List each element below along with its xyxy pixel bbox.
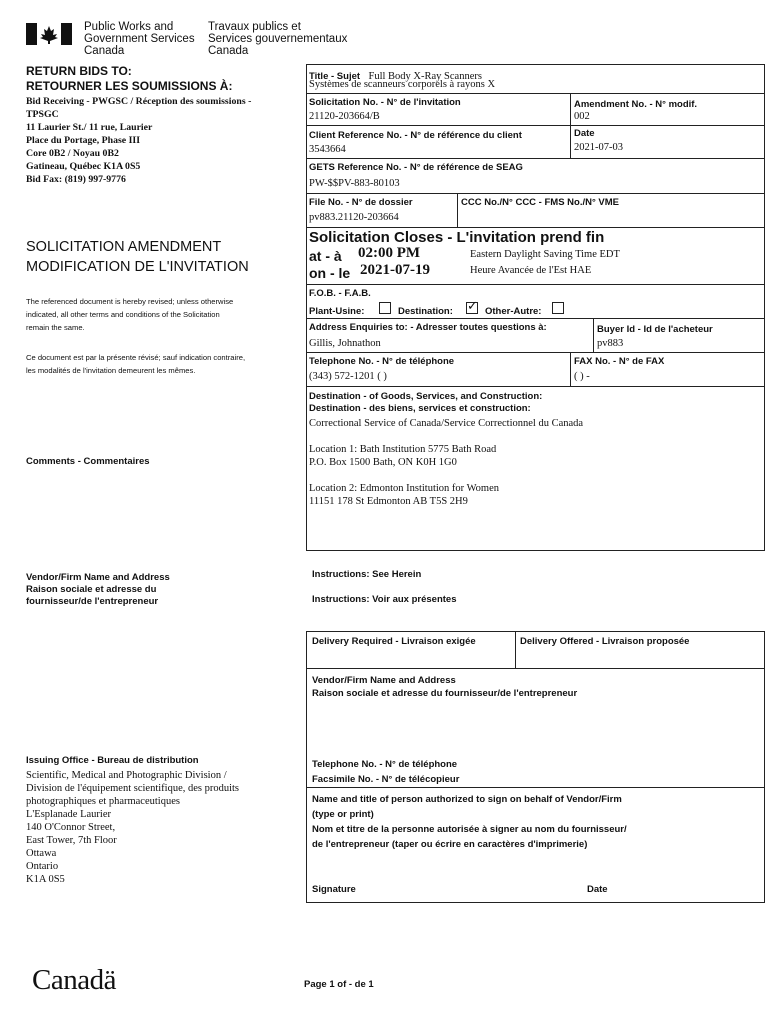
ccc-label: CCC No./N° CCC - FMS No./N° VME bbox=[461, 197, 620, 208]
instructions-en: Instructions: See Herein bbox=[312, 569, 422, 580]
authorized-name-line: Name and title of person authorized to sign on behalf of Vendor/Firm bbox=[312, 794, 622, 805]
destination-line: Location 2: Edmonton Institution for Women bbox=[309, 483, 499, 494]
header-fr-line: Services gouvernementaux bbox=[208, 33, 348, 45]
header-en-line: Public Works and bbox=[84, 21, 174, 33]
on-label: on - le bbox=[309, 265, 351, 281]
vendor-left-label bbox=[26, 572, 170, 608]
office-line: K1A 0S5 bbox=[26, 874, 65, 885]
destination-line: 11151 178 St Edmonton AB T5S 2H9 bbox=[309, 496, 468, 507]
office-line: L'Esplanade Laurier bbox=[26, 809, 111, 820]
row-divider bbox=[306, 158, 765, 159]
date-value: 2021-07-03 bbox=[574, 142, 623, 153]
authorized-name-line: Nom et titre de la personne autorisée à signer au nom du fournisseur/ bbox=[312, 824, 627, 835]
bid-fax-line: Bid Fax: (819) 997-9776 bbox=[26, 174, 126, 185]
government-flag-logo bbox=[26, 23, 72, 45]
header-fr-line: Canada bbox=[208, 45, 249, 57]
vendor-left-line: Vendor/Firm Name and Address bbox=[26, 572, 170, 583]
closes-title: Solicitation Closes - L'invitation prend fin bbox=[309, 229, 605, 246]
row-divider bbox=[306, 93, 765, 94]
address-line: Bid Receiving - PWGSC / Réception des soumissions - bbox=[26, 96, 252, 107]
timezone-fr: Heure Avancée de l'Est HAE bbox=[470, 265, 592, 276]
destination-line bbox=[309, 469, 583, 482]
office-line: Ottawa bbox=[26, 848, 57, 859]
amendment-title bbox=[26, 237, 249, 277]
row-divider bbox=[306, 318, 765, 319]
col-divider bbox=[515, 631, 516, 668]
fob-label: F.O.B. - F.A.B. bbox=[309, 288, 371, 299]
destination-line: Correctional Service of Canada/Service Correctionnel du Canada bbox=[309, 418, 584, 429]
destination-address bbox=[309, 417, 583, 508]
signature-label: Signature bbox=[312, 884, 356, 895]
address-line: 11 Laurier St./ 11 rue, Laurier bbox=[26, 122, 153, 133]
vendor-firm-label-en: Vendor/Firm Name and Address bbox=[312, 675, 456, 686]
solicitation-label: Solicitation No. - N° de l'invitation bbox=[309, 97, 461, 108]
col-divider bbox=[593, 318, 594, 352]
fax-value: ( ) - bbox=[574, 371, 590, 382]
other-label: Other-Autre: bbox=[485, 306, 542, 317]
destination-label: Destination: bbox=[398, 306, 453, 317]
authorized-name-label bbox=[312, 792, 627, 852]
row-divider bbox=[306, 125, 765, 126]
file-value: pv883.21120-203664 bbox=[309, 212, 399, 223]
title-value: Full Body X-Ray Scanners bbox=[368, 71, 482, 82]
return-bids-title bbox=[26, 64, 232, 94]
amendment-note-fr bbox=[26, 351, 245, 377]
row-divider bbox=[306, 227, 765, 228]
buyer-id-value: pv883 bbox=[597, 338, 624, 349]
destination-goods-label-en: Destination - of Goods, Services, and Construction: bbox=[309, 391, 543, 402]
address-line: Gatineau, Québec K1A 0S5 bbox=[26, 161, 141, 172]
row-divider bbox=[306, 787, 765, 788]
row-divider bbox=[306, 284, 765, 285]
return-bids-title-fr: RETOURNER LES SOUMISSIONS À: bbox=[26, 79, 233, 93]
col-divider bbox=[570, 352, 571, 386]
vendor-left-line: fournisseur/de l'entrepreneur bbox=[26, 596, 159, 607]
phone-label: Telephone No. - N° de téléphone bbox=[309, 356, 455, 367]
header-fr-line: Travaux publics et bbox=[208, 21, 301, 33]
office-line: photographiques et pharmaceutiques bbox=[26, 796, 180, 807]
amendment-label: Amendment No. - N° modif. bbox=[574, 99, 698, 110]
return-bids-title-en: RETURN BIDS TO: bbox=[26, 64, 132, 78]
delivery-required-label: Delivery Required - Livraison exigée bbox=[312, 636, 476, 647]
office-line: 140 O'Connor Street, bbox=[26, 822, 116, 833]
note-line: The referenced document is hereby revised; unless otherwise bbox=[26, 297, 234, 306]
col-divider bbox=[570, 93, 571, 159]
title-value-fr: Systèmes de scanneurs corporels à rayons X bbox=[309, 79, 496, 90]
authorized-name-line: (type or print) bbox=[312, 809, 374, 820]
vendor-left-line: Raison sociale et adresse du bbox=[26, 584, 157, 595]
destination-line bbox=[309, 430, 583, 443]
timezone-en: Eastern Daylight Saving Time EDT bbox=[470, 249, 620, 260]
destination-line: P.O. Box 1500 Bath, ON K0H 1G0 bbox=[309, 457, 457, 468]
header-en-line: Canada bbox=[84, 45, 125, 57]
address-line: TPSGC bbox=[26, 109, 59, 120]
address-line: Place du Portage, Phase III bbox=[26, 135, 141, 146]
delivery-offered-label: Delivery Offered - Livraison proposée bbox=[520, 636, 690, 647]
amendment-note-en bbox=[26, 295, 233, 334]
row-divider bbox=[306, 193, 765, 194]
gets-value: PW-$$PV-883-80103 bbox=[309, 178, 400, 189]
office-line: Ontario bbox=[26, 861, 59, 872]
amendment-title-en: SOLICITATION AMENDMENT bbox=[26, 239, 222, 255]
vendor-fax-label: Facsimile No. - N° de télécopieur bbox=[312, 774, 460, 785]
note-line: remain the same. bbox=[26, 323, 85, 332]
destination-checkbox[interactable] bbox=[466, 298, 478, 314]
page-number: Page 1 of - de 1 bbox=[304, 979, 374, 990]
vendor-phone-label: Telephone No. - N° de téléphone bbox=[312, 759, 458, 770]
note-line: les modalités de l'invitation demeurent les mêmes. bbox=[26, 366, 196, 375]
address-enquiries-label: Address Enquiries to: - Adresser toutes questions à: bbox=[309, 322, 547, 333]
row-divider bbox=[306, 386, 765, 387]
plant-label: Plant-Usine: bbox=[309, 306, 365, 317]
office-line: East Tower, 7th Floor bbox=[26, 835, 117, 846]
solicitation-value: 21120-203664/B bbox=[309, 111, 380, 122]
other-checkbox[interactable] bbox=[552, 302, 564, 314]
issuing-office-address bbox=[26, 769, 239, 886]
note-line: Ce document est par la présente révisé; sauf indication contraire, bbox=[26, 353, 246, 362]
date-label: Date bbox=[574, 128, 595, 139]
office-line: Division de l'équipement scientifique, des produits bbox=[26, 783, 240, 794]
buyer-id-label: Buyer Id - Id de l'acheteur bbox=[597, 324, 713, 335]
amendment-title-fr: MODIFICATION DE L'INVITATION bbox=[26, 259, 249, 275]
destination-goods-label-fr: Destination - des biens, services et construction: bbox=[309, 403, 531, 414]
plant-checkbox[interactable] bbox=[379, 302, 391, 314]
address-enquiries-value: Gillis, Johnathon bbox=[309, 338, 381, 349]
client-ref-label: Client Reference No. - N° de référence du client bbox=[309, 130, 522, 141]
closing-date: 2021-07-19 bbox=[360, 262, 430, 278]
at-label: at - à bbox=[309, 248, 342, 264]
vendor-firm-label-fr: Raison sociale et adresse du fournisseur/de l'entrepreneur bbox=[312, 688, 578, 699]
title-label: Title - Sujet bbox=[309, 71, 361, 82]
amendment-value: 002 bbox=[574, 111, 590, 122]
row-divider bbox=[306, 668, 765, 669]
fax-label: FAX No. - N° de FAX bbox=[574, 356, 665, 367]
closing-time: 02:00 PM bbox=[358, 245, 421, 261]
checkmark-icon: ✓ bbox=[467, 298, 478, 313]
row-divider bbox=[306, 352, 765, 353]
note-line: indicated, all other terms and conditions of the Solicitation bbox=[26, 310, 220, 319]
instructions-fr: Instructions: Voir aux présentes bbox=[312, 594, 457, 605]
destination-goods-label bbox=[309, 391, 542, 415]
signature-date-label: Date bbox=[587, 884, 608, 895]
file-label: File No. - N° de dossier bbox=[309, 197, 413, 208]
phone-value: (343) 572-1201 ( ) bbox=[309, 371, 387, 382]
office-line: Scientific, Medical and Photographic Division / bbox=[26, 770, 227, 781]
canada-wordmark: Canadä bbox=[32, 964, 116, 996]
gets-label: GETS Reference No. - N° de référence de SEAG bbox=[309, 162, 523, 173]
destination-line: Location 1: Bath Institution 5775 Bath Road bbox=[309, 444, 497, 455]
authorized-name-line: de l'entrepreneur (taper ou écrire en caractères d'imprimerie) bbox=[312, 839, 588, 850]
comments-label: Comments - Commentaires bbox=[26, 456, 150, 467]
address-line: Core 0B2 / Noyau 0B2 bbox=[26, 148, 119, 159]
header-en-line: Government Services bbox=[84, 33, 195, 45]
col-divider bbox=[457, 193, 458, 227]
client-ref-value: 3543664 bbox=[309, 144, 346, 155]
header-fr-name bbox=[208, 21, 347, 57]
return-bids-address bbox=[26, 95, 251, 186]
header-en-name bbox=[84, 21, 195, 57]
issuing-office-title: Issuing Office - Bureau de distribution bbox=[26, 755, 199, 766]
vendor-firm-label bbox=[312, 674, 577, 700]
